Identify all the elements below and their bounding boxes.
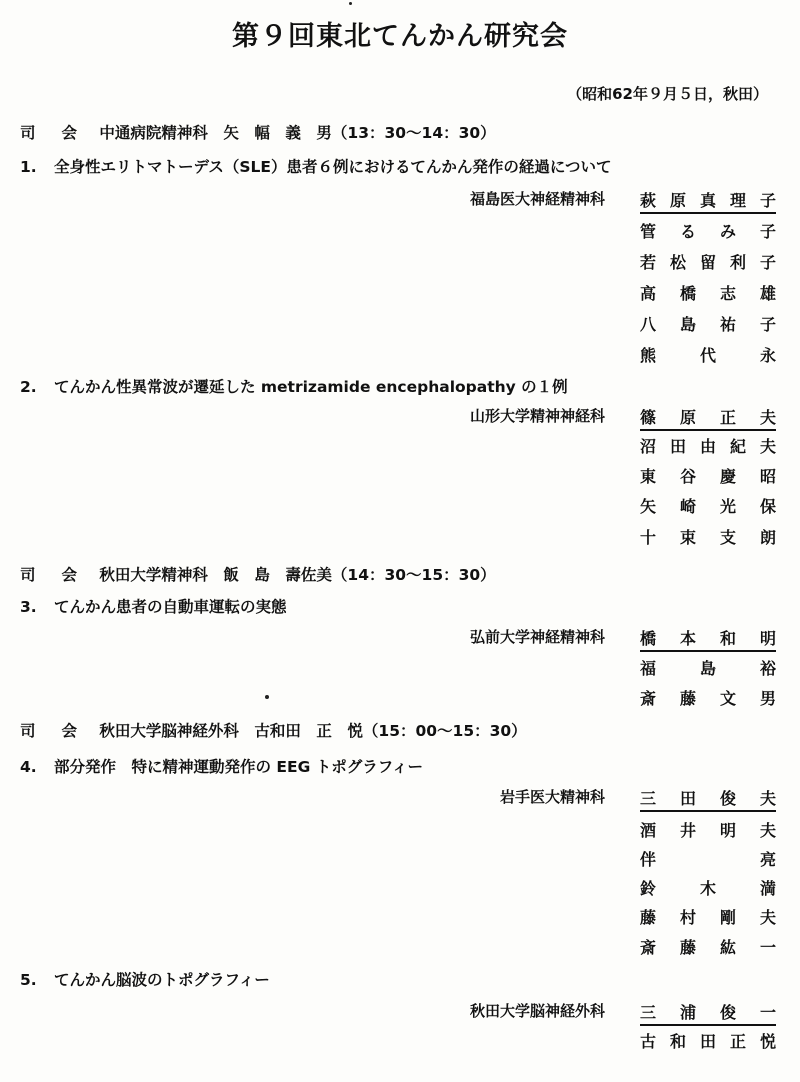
author: 十束支朗 (640, 528, 776, 547)
author: 矢崎光保 (640, 497, 776, 516)
affiliation-3: 弘前大学神経精神科 (469, 628, 605, 646)
author: 斎藤文男 (640, 689, 776, 708)
presentation-title: てんかん患者の自動車運転の実態 (54, 598, 287, 616)
meeting-date-place: （昭和62年９月５日，秋田） (567, 85, 768, 103)
author: 三浦俊一 (640, 1000, 776, 1026)
author: 篠原正夫 (640, 405, 776, 431)
affiliation-4: 岩手医大精神科 (499, 788, 605, 806)
author: 東谷慶昭 (640, 467, 776, 486)
presentation-title: てんかん脳波のトポグラフィー (54, 971, 270, 989)
chair-line-3 (20, 719, 527, 741)
presentation-title-1 (20, 155, 612, 177)
author: 熊代永 (640, 346, 776, 365)
author: 管るみ子 (640, 222, 776, 241)
presentation-number: 2. (20, 378, 37, 396)
affiliation-2: 山形大学精神神経科 (469, 407, 605, 425)
chair-line-1 (20, 121, 496, 143)
author: 古和田正悦 (640, 1032, 776, 1051)
presentation-title: 部分発作 特に精神運動発作の EEG トポグラフィー (54, 758, 423, 776)
chair-label: 司会 (20, 566, 104, 584)
presentation-number: 5. (20, 971, 37, 989)
presentation-title: 全身性エリトマトーデス（SLE）患者６例におけるてんかん発作の経過について (54, 158, 612, 176)
presentation-number: 3. (20, 598, 37, 616)
presentation-title: てんかん性異常波が遷延した metrizamide encephalopathy の１例 (54, 378, 568, 396)
chair-line-2 (20, 563, 496, 585)
author: 福島裕 (640, 659, 776, 678)
chair-label: 司会 (20, 124, 104, 142)
affiliation-1: 福島医大神経精神科 (469, 190, 605, 208)
chair-detail: 秋田大学精神科 飯 島 壽佐美（14：30〜15：30） (99, 566, 496, 584)
presentation-number: 4. (20, 758, 37, 776)
affiliation-5: 秋田大学脳神経外科 (469, 1002, 605, 1020)
chair-label: 司会 (20, 722, 104, 740)
author: 酒井明夫 (640, 821, 776, 840)
page-title: 第９回東北てんかん研究会 (232, 21, 568, 52)
chair-detail: 中通病院精神科 矢 幅 義 男（13：30〜14：30） (99, 124, 496, 142)
author: 沼田由紀夫 (640, 437, 776, 456)
author: 八島祐子 (640, 315, 776, 334)
author: 斎藤紘一 (640, 938, 776, 957)
author: 橋本和明 (640, 626, 776, 652)
presentation-title-2 (20, 375, 568, 397)
presentation-title-4 (20, 755, 423, 777)
presentation-number: 1. (20, 158, 37, 176)
scan-speck (349, 2, 352, 5)
author: 藤村剛夫 (640, 908, 776, 927)
presentation-title-5 (20, 968, 270, 990)
author: 若松留利子 (640, 253, 776, 272)
author: 萩原真理子 (640, 188, 776, 214)
scan-speck (265, 695, 269, 699)
chair-detail: 秋田大学脳神経外科 古和田 正 悦（15：00〜15：30） (99, 722, 527, 740)
author: 鈴木満 (640, 879, 776, 898)
author: 三田俊夫 (640, 786, 776, 812)
presentation-title-3 (20, 595, 287, 617)
author: 伴亮 (640, 850, 776, 869)
author: 高橋志雄 (640, 284, 776, 303)
